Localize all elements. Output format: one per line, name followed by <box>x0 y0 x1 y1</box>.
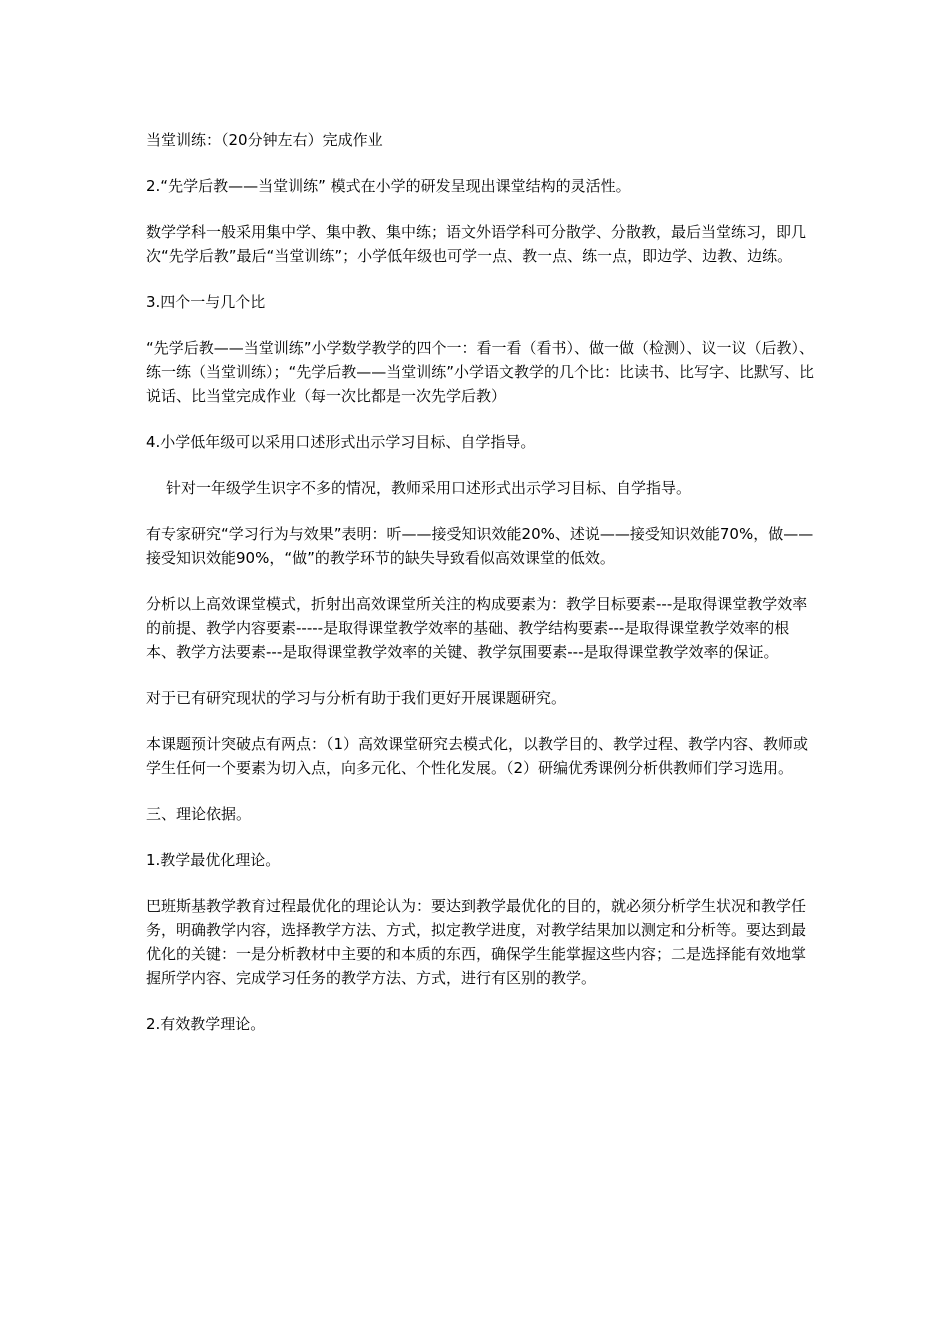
paragraph-first-grade: 针对一年级学生识字不多的情况，教师采用口述形式出示学习目标、自学指导。 <box>166 479 692 497</box>
paragraph-subject-methods: 数学学科一般采用集中学、集中教、集中练；语文外语学科可分散学、分散教，最后当堂练习，即几次“先学后教”最后“当堂训练”；小学低年级也可学一点、教一点、练一点，即边学、边教、边练。 <box>146 223 807 265</box>
paragraph-babansky: 巴班斯基教学教育过程最优化的理论认为：要达到教学最优化的目的，就必须分析学生状况和教学任务，明确教学内容，选择教学方法、方式，拟定教学进度，对教学结果加以测定和分析等。要达到最优化的关键：一是分析教材中主要的和本质的东西，确保学生能掌握这些内容；二是选择能有效地掌握所学内容、完成学习任务的教学方法、方式，进行有区别的教学。 <box>146 897 807 987</box>
paragraph-classroom-training: 当堂训练：（20分钟左右）完成作业 <box>146 131 383 149</box>
paragraph-four-ones: “先学后教——当堂训练”小学数学教学的四个一：看一看（看书）、做一做（检测）、议一议（后教）、练一练（当堂训练）；“先学后教——当堂训练”小学语文教学的几个比：比读书、比写字、比默写、比说话、比当堂完成作业（每一次比都是一次先学后教） <box>146 339 815 405</box>
paragraph-analysis: 分析以上高效课堂模式，折射出高效课堂所关注的构成要素为：教学目标要素---是取得课堂教学效率的前提、教学内容要素-----是取得课堂教学效率的基础、教学结构要素---是取得课堂教学效率的根本、教学方法要素---是取得课堂教学效率的关键、教学氛围要素---是取得课堂教学效率的保证。 <box>146 595 808 661</box>
paragraph-heading-2: 2.“先学后教——当堂训练” 模式在小学的研发呈现出课堂结构的灵活性。 <box>146 177 631 195</box>
paragraph-heading-4: 4.小学低年级可以采用口述形式出示学习目标、自学指导。 <box>146 433 536 451</box>
paragraph-breakthrough: 本课题预计突破点有两点：（1）高效课堂研究去模式化，以教学目的、教学过程、教学内容、教师或学生任何一个要素为切入点，向多元化、个性化发展。（2）研编优秀课例分析供教师们学习选用。 <box>146 735 809 777</box>
paragraph-heading-optimization: 1.教学最优化理论。 <box>146 851 281 869</box>
paragraph-expert-research: 有专家研究“学习行为与效果”表明：听——接受知识效能20%、述说——接受知识效能70%，做——接受知识效能90%，“做”的教学环节的缺失导致看似高效课堂的低效。 <box>146 525 814 567</box>
document-page <box>146 128 818 1058</box>
paragraph-heading-3: 3.四个一与几个比 <box>146 293 266 311</box>
paragraph-research-status: 对于已有研究现状的学习与分析有助于我们更好开展课题研究。 <box>146 689 567 707</box>
section-heading-theory: 三、理论依据。 <box>146 805 252 823</box>
paragraph-heading-effective-teaching: 2.有效教学理论。 <box>146 1015 266 1033</box>
